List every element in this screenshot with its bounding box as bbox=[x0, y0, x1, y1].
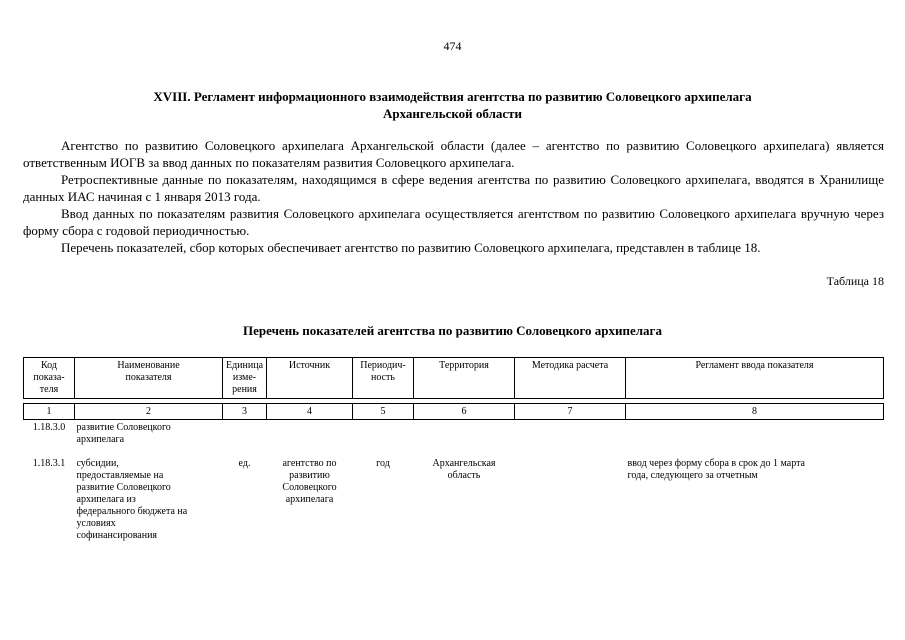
header-unit: Единица изме- рения bbox=[223, 358, 267, 399]
header-method: Методика расчета bbox=[515, 358, 626, 399]
section-title-line-1: XVIII. Регламент информационного взаимодействия агентства по развитию Соловецкого архипелага bbox=[153, 89, 752, 104]
cell-territory bbox=[414, 420, 515, 457]
cell-regulation: ввод через форму сбора в срок до 1 марта года, следующего за отчетным bbox=[627, 458, 805, 481]
cell-source bbox=[267, 420, 353, 457]
cell-method bbox=[515, 420, 626, 457]
cell-name: субсидии, предоставляемые на развитие Соловецкого архипелага из федерального бюджета на условиях софинансирования bbox=[76, 458, 188, 541]
table-header-row bbox=[24, 358, 884, 399]
cell-source: агентство по развитию Соловецкого архипелага bbox=[282, 458, 337, 505]
column-number: 5 bbox=[353, 404, 414, 420]
cell-territory: Архангельская область bbox=[432, 458, 496, 481]
header-regulation: Регламент ввода показателя bbox=[626, 358, 884, 399]
cell-code: 1.18.3.0 bbox=[32, 422, 66, 433]
cell-name: развитие Соловецкого архипелага bbox=[76, 422, 171, 445]
column-number: 7 bbox=[515, 404, 626, 420]
cell-method bbox=[515, 456, 626, 552]
header-periodicity: Периодич- ность bbox=[353, 358, 414, 399]
table-row bbox=[24, 420, 884, 457]
paragraph-4: Перечень показателей, сбор которых обеспечивает агентство по развитию Соловецкого архипелага, представлен в таблице 18. bbox=[61, 240, 761, 255]
column-number: 1 bbox=[24, 404, 75, 420]
cell-periodicity bbox=[353, 420, 414, 457]
table-title: Перечень показателей агентства по развитию Соловецкого архипелага bbox=[243, 323, 662, 338]
paragraph-1: Агентство по развитию Соловецкого архипелага Архангельской области (далее – агентство по развитию Соловецкого архипелага) является ответственным ИОГВ за ввод данных по показателям развития Соловецкого архипелага. bbox=[23, 138, 884, 170]
table-row bbox=[24, 456, 884, 552]
column-number: 4 bbox=[267, 404, 353, 420]
header-source: Источник bbox=[267, 358, 353, 399]
section-title bbox=[60, 88, 845, 122]
column-number: 2 bbox=[75, 404, 223, 420]
cell-unit: ед. bbox=[238, 458, 251, 469]
cell-code: 1.18.3.1 bbox=[32, 458, 66, 469]
cell-unit bbox=[223, 420, 267, 457]
header-territory: Территория bbox=[414, 358, 515, 399]
cell-periodicity: год bbox=[376, 458, 390, 469]
header-name: Наименование показателя bbox=[75, 358, 223, 399]
column-number-row bbox=[24, 404, 884, 420]
table-caption: Таблица 18 bbox=[826, 274, 884, 288]
cell-regulation bbox=[626, 420, 884, 457]
header-code: Код показа- теля bbox=[24, 358, 75, 399]
body-text bbox=[23, 137, 884, 256]
paragraph-3: Ввод данных по показателям развития Соловецкого архипелага осуществляется агентством по развитию Соловецкого архипелага вручную через форму сбора с годовой периодичностью. bbox=[23, 206, 884, 238]
section-title-line-2: Архангельской области bbox=[382, 106, 523, 121]
column-number: 6 bbox=[414, 404, 515, 420]
column-number: 8 bbox=[626, 404, 884, 420]
indicators-table bbox=[23, 357, 884, 552]
page-number: 474 bbox=[443, 39, 462, 53]
column-number: 3 bbox=[223, 404, 267, 420]
paragraph-2: Ретроспективные данные по показателям, находящимся в сфере ведения агентства по развитию Соловецкого архипелага, вводятся в Хранилище данных ИАС начиная с 1 января 2013 года. bbox=[23, 172, 884, 204]
